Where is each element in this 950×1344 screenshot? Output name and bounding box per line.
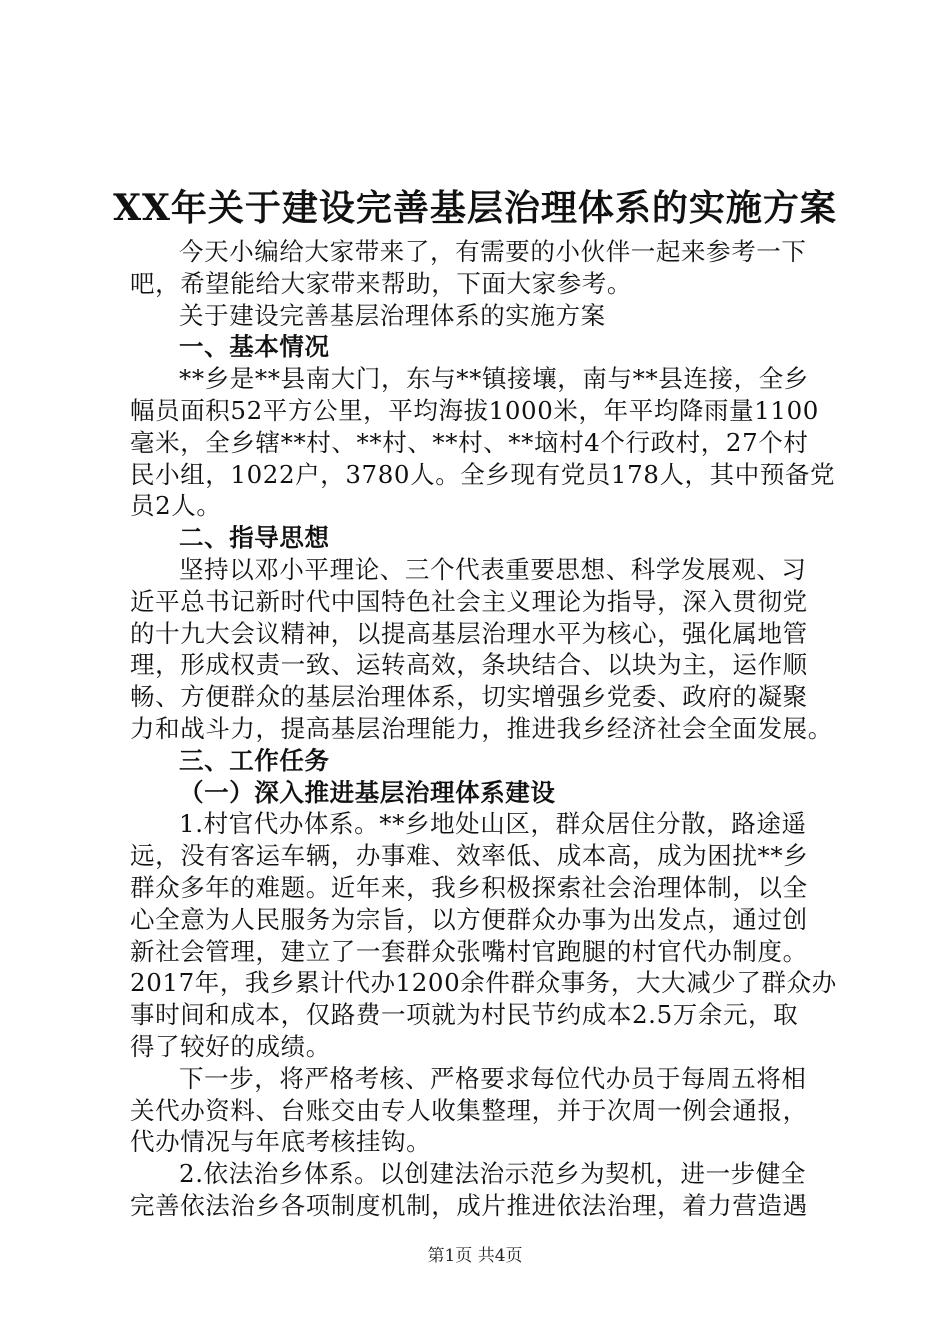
paragraph-intro [130,236,830,300]
text-line: 吧，希望能给大家带来帮助，下面大家参考。 [130,268,632,298]
text-line: 新社会管理，建立了一套群众张嘴村官跑腿的村官代办制度。 [130,936,808,966]
heading-text: （一）深入推进基层治理体系建设 [179,777,556,807]
paragraph-guiding-ideology [130,554,833,745]
text-line: 员2人。 [130,491,222,521]
document-body [130,236,837,1222]
paragraph-basic-situation [130,363,836,522]
text-line: 毫米，全乡辖**村、**村、**村、**垴村4个行政村，27个村 [130,427,809,457]
heading-text: 二、指导思想 [179,523,330,553]
subsection-heading [130,777,830,809]
text-line: 1.村官代办体系。**乡地处山区，群众居住分散，路途遥 [179,809,807,839]
text-line: 群众多年的难题。近年来，我乡积极探索社会治理体制，以全 [130,872,808,902]
text-line: 代办情况与年底考核挂钩。 [130,1127,432,1157]
text-line: 事时间和成本，仅路费一项就为村民节约成本2.5万余元，取 [130,1000,799,1030]
text-line: 幅员面积52平方公里，平均海拔1000米，年平均降雨量1100 [130,395,819,425]
section-heading-work-tasks [130,745,830,777]
text-line: 得了较好的成绩。 [130,1031,331,1061]
text-line: 下一步，将严格考核、严格要求每位代办员于每周五将相 [179,1063,807,1093]
page-number-footer: 第1页 共4页 [427,1246,523,1266]
paragraph-rule-of-law [130,1158,830,1222]
text-line: 2.依法治乡体系。以创建法治示范乡为契机，进一步健全 [179,1159,806,1189]
paragraph-next-step [130,1063,830,1158]
text-line: 关于建设完善基层治理体系的实施方案 [179,300,606,330]
text-line: 畅、方便群众的基层治理体系，切实增强乡党委、政府的凝聚 [130,682,808,712]
heading-text: 三、工作任务 [179,745,330,775]
section-heading-basic-situation [130,331,830,363]
text-line: **乡是**县南大门，东与**镇接壤，南与**县连接，全乡 [179,364,809,394]
text-line: 坚持以邓小平理论、三个代表重要思想、科学发展观、习 [179,554,807,584]
text-line: 力和战斗力，提高基层治理能力，推进我乡经济社会全面发展。 [130,713,833,743]
text-line: 远，没有客运车辆，办事难、效率低、成本高，成为困扰**乡 [130,841,809,871]
text-line: 完善依法治乡各项制度机制，成片推进依法治理，着力营造遇 [130,1190,808,1220]
paragraph-village-agent-system [130,808,837,1062]
text-line: 心全意为人民服务为宗旨，以方便群众办事为出发点，通过创 [130,904,808,934]
text-line: 2017年，我乡累计代办1200余件群众事务，大大减少了群众办 [130,968,837,998]
text-line: 近平总书记新时代中国特色社会主义理论为指导，深入贯彻党 [130,586,808,616]
paragraph-subtitle [130,300,830,332]
section-heading-guiding-ideology [130,522,830,554]
heading-text: 一、基本情况 [179,332,330,362]
text-line: 今天小编给大家带来了，有需要的小伙伴一起来参考一下 [179,237,807,266]
text-line: 民小组，1022户，3780人。全乡现有党员178人，其中预备党 [130,459,836,489]
document-title: XX年关于建设完善基层治理体系的实施方案 [113,187,837,229]
text-line: 关代办资料、台账交由专人收集整理，并于次周一例会通报， [130,1095,808,1125]
text-line: 理，形成权责一致、运转高效，条块结合、以块为主，运作顺 [130,650,808,680]
text-line: 的十九大会议精神，以提高基层治理水平为核心，强化属地管 [130,618,808,648]
